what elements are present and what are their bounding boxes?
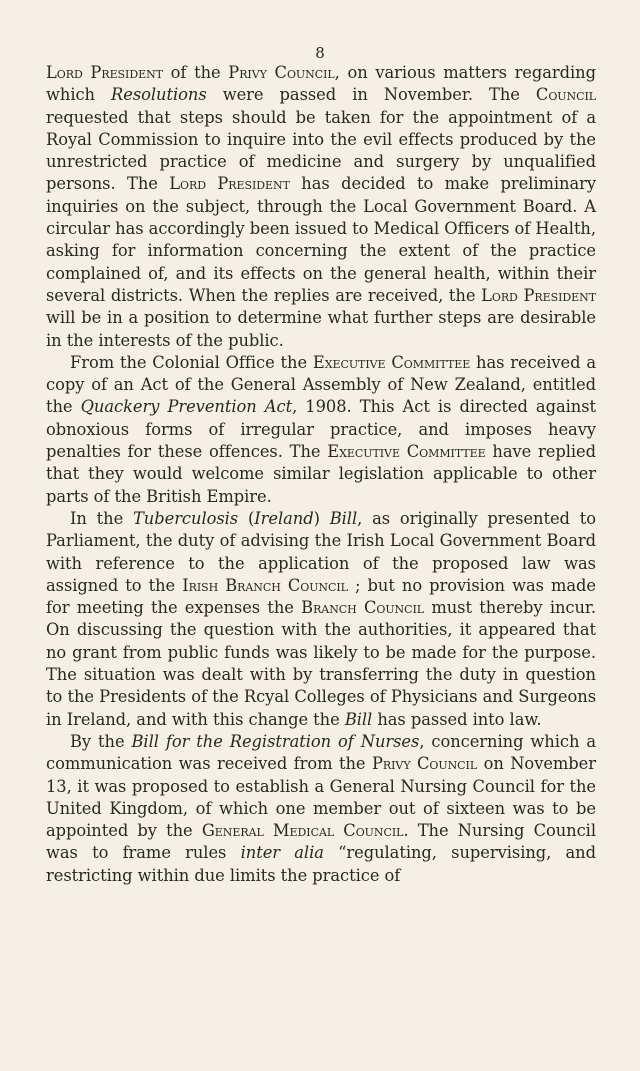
small-caps-text: Executive Committee	[327, 442, 486, 462]
italic-text: Bill for the Registration of Nurses	[131, 731, 420, 751]
italic-text: Bill	[344, 709, 373, 729]
paragraph	[46, 62, 596, 352]
italic-text: inter alia	[240, 843, 324, 863]
text-run: By the	[70, 731, 132, 751]
small-caps-text: Privy Council	[228, 63, 335, 82]
text-run: From the Colonial Office the	[70, 352, 313, 372]
text-run: , 1908. This Act is directed against obnoxious forms of irregular practice, and imposes heavy penalties for these offences. The	[46, 397, 597, 462]
paragraph	[46, 352, 596, 508]
small-caps-text: Lord President	[46, 63, 163, 82]
text-run: , as originally presented to Parliament, the duty of advising the Irish Local Government Board with reference to the application of the proposed law was assigned to the	[46, 508, 596, 595]
small-caps-text: General Medical Council	[201, 821, 404, 841]
paragraph	[46, 731, 596, 887]
text-run: will be in a position to determine what further steps are desirable in the interests of the public.	[46, 308, 596, 350]
text-run: has received a copy of an Act of the General Assembly of New Zealand, entitled the	[46, 352, 596, 417]
paragraph	[46, 508, 596, 731]
small-caps-text: Executive Committee	[312, 352, 471, 372]
italic-text: Quackery Prevention Act	[80, 397, 293, 417]
text-run: has passed into law.	[372, 709, 542, 729]
text-run: of the	[162, 63, 229, 82]
italic-text: Bill	[329, 508, 358, 528]
text-run: must thereby incur. On discussing the question with the authorities, it appeared that no grant from public funds was likely to be made for the purpose. The situation was dealt with by transferring the duty in question to the Presidents of the Rcyal Colleges of Physicians and Surgeons in Ireland, and with this change the	[46, 598, 596, 729]
text-run: (	[238, 508, 255, 528]
text-run: , on various matters regarding which	[46, 63, 596, 105]
text-run: has decided to make preliminary inquiries on the subject, through the Local Government Board. A circular has accordingly been issued to Medical Officers of Health, asking for information concerning the extent of the practice complained of, and its effects on the general health, within their several districts. When the replies are received, the	[46, 174, 596, 305]
text-run: requested that steps should be taken for the appointment of a Royal Commission to inquire into the evil effects produced by the unrestricted practice of medicine and surgery by unqualified persons. The	[46, 107, 596, 194]
page-number: 8	[315, 44, 325, 62]
italic-text: Tuberculosis	[133, 508, 239, 528]
small-caps-text: Council	[535, 85, 596, 105]
text-run: In the	[70, 508, 133, 528]
text-run: , concerning which a communication was received from the	[46, 731, 597, 774]
italic-text: Resolutions	[111, 85, 207, 105]
body-text	[46, 62, 596, 887]
small-caps-text: Lord President	[481, 285, 596, 305]
text-run: were passed in November. The	[206, 85, 536, 105]
small-caps-text: Lord President	[169, 174, 290, 194]
text-run: “regulating, supervising, and restricting within due limits the practice of	[46, 843, 596, 885]
text-run: on November 13, it was proposed to establish a General Nursing Council for the United Kingdom, of which one member out of sixteen was to be appointed by the	[46, 754, 596, 841]
text-run: ; but no provision was made for meeting the expenses the	[46, 575, 596, 618]
small-caps-text: Privy Council	[372, 754, 478, 774]
text-run: have replied that they would welcome similar legislation applicable to other parts of the British Empire.	[46, 442, 596, 506]
text-run: )	[313, 508, 330, 528]
text-run: . The Nursing Council was to frame rules	[46, 821, 597, 863]
small-caps-text: Irish Branch Council	[182, 575, 348, 595]
small-caps-text: Branch Council	[301, 598, 425, 618]
italic-text: Ireland	[254, 508, 314, 528]
